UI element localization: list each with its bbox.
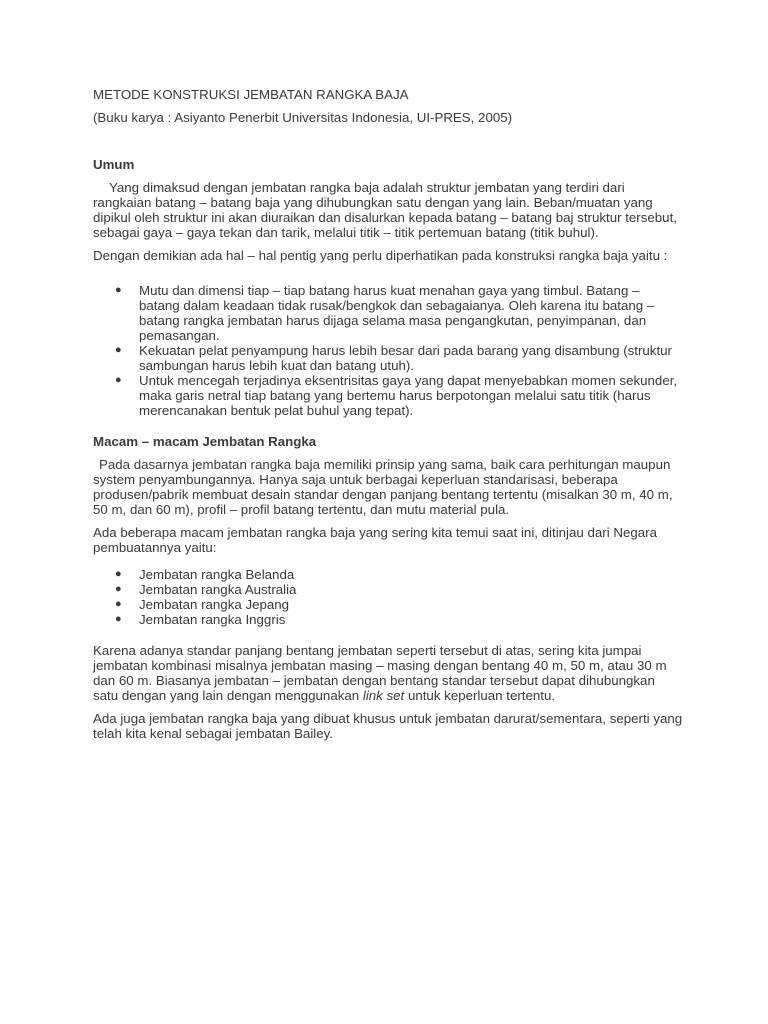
paragraph: Ada juga jembatan rangka baja yang dibuat khusus untuk jembatan darurat/sementara, seperti yang telah kita kenal sebagai jembatan Bailey. [93,711,683,741]
list-item-text: Mutu dan dimensi tiap – tiap batang harus kuat menahan gaya yang timbul. Batang – batang dalam keadaan tidak rusak/bengkok dan sebagaianya. Oleh karena itu batang – batang rangka jembatan harus dijaga selama masa pengangkutan, penyimpanan, dan pemasangan. [139,283,655,343]
bullet-icon: ● [115,598,122,610]
list-item-text: Jembatan rangka Belanda [139,567,295,582]
bullet-icon: ● [115,583,122,595]
bullet-icon: ● [115,374,122,386]
list-item [93,582,683,597]
document-body [93,87,683,749]
list-item-text: Kekuatan pelat penyampung harus lebih besar dari pada barang yang disambung (struktur sambungan harus lebih kuat dan batang utuh). [139,343,672,373]
bullet-icon: ● [115,284,122,296]
list-item-text: Jembatan rangka Inggris [139,612,286,627]
document-title: METODE KONSTRUKSI JEMBATAN RANGKA BAJA [93,87,409,102]
paragraph: Yang dimaksud dengan jembatan rangka baja adalah struktur jembatan yang terdiri dari rangkaian batang – batang baja yang dihubungkan satu dengan yang lain. Beban/muatan yang dipikul oleh struktur ini akan diuraikan dan disalurkan kepada batang – batang baj struktur tersebut, sebagai gaya – gaya tekan dan tarik, melalui titik – titik pertemuan batang (titik buhul). [93,180,677,240]
section-heading-umum: Umum [93,157,135,172]
paragraph: Pada dasarnya jembatan rangka baja memiliki prinsip yang sama, baik cara perhitungan maupun system penyambungannya. Hanya saja untuk berbagai keperluan standarisasi, beberapa produsen/pabrik membuat desain standar dengan panjang bentang tertentu (misalkan 30 m, 40 m, 50 m, dan 60 m), profil – profil batang tertentu, dan mutu material pula. [93,457,673,517]
list-item-text: Jembatan rangka Australia [139,582,297,597]
bullet-icon: ● [115,344,122,356]
paragraph: Ada beberapa macam jembatan rangka baja yang sering kita temui saat ini, ditinjau dari Negara pembuatannya yaitu: [93,525,657,555]
document-subtitle: (Buku karya : Asiyanto Penerbit Universitas Indonesia, UI-PRES, 2005) [93,110,513,125]
list-item [93,597,683,612]
list-item [93,283,683,343]
section-heading-macam: Macam – macam Jembatan Rangka [93,434,317,449]
list-item [93,612,683,627]
paragraph-text: Karena adanya standar panjang bentang jembatan seperti tersebut di atas, sering kita jumpai jembatan kombinasi misalnya jembatan masing – masing dengan bentang 40 m, 50 m, atau 30 m dan 60 m. Biasanya jembatan – jembatan dengan bentang standar tersebut dapat dihubungkan satu dengan yang lain dengan menggunakan [93,643,667,703]
list-item [93,343,683,373]
paragraph-text: untuk keperluan tertentu. [404,688,556,703]
bullet-icon: ● [115,568,122,580]
list-item [93,373,683,418]
list-item-text: Jembatan rangka Jepang [139,597,290,612]
paragraph: Dengan demikian ada hal – hal pentig yang perlu diperhatikan pada konstruksi rangka baja yaitu : [93,248,668,263]
italic-term: link set [362,688,405,703]
bullet-icon: ● [115,613,122,625]
list-item [93,567,683,582]
list-item-text: Untuk mencegah terjadinya eksentrisitas gaya yang dapat menyebabkan momen sekunder, maka garis netral tiap batang yang bertemu harus berpotongan melalui satu titik (harus merencanakan bentuk pelat buhul yang tepat). [139,373,678,418]
bullet-list-requirements [93,283,683,418]
paragraph [93,643,683,703]
bullet-list-types [93,567,683,627]
